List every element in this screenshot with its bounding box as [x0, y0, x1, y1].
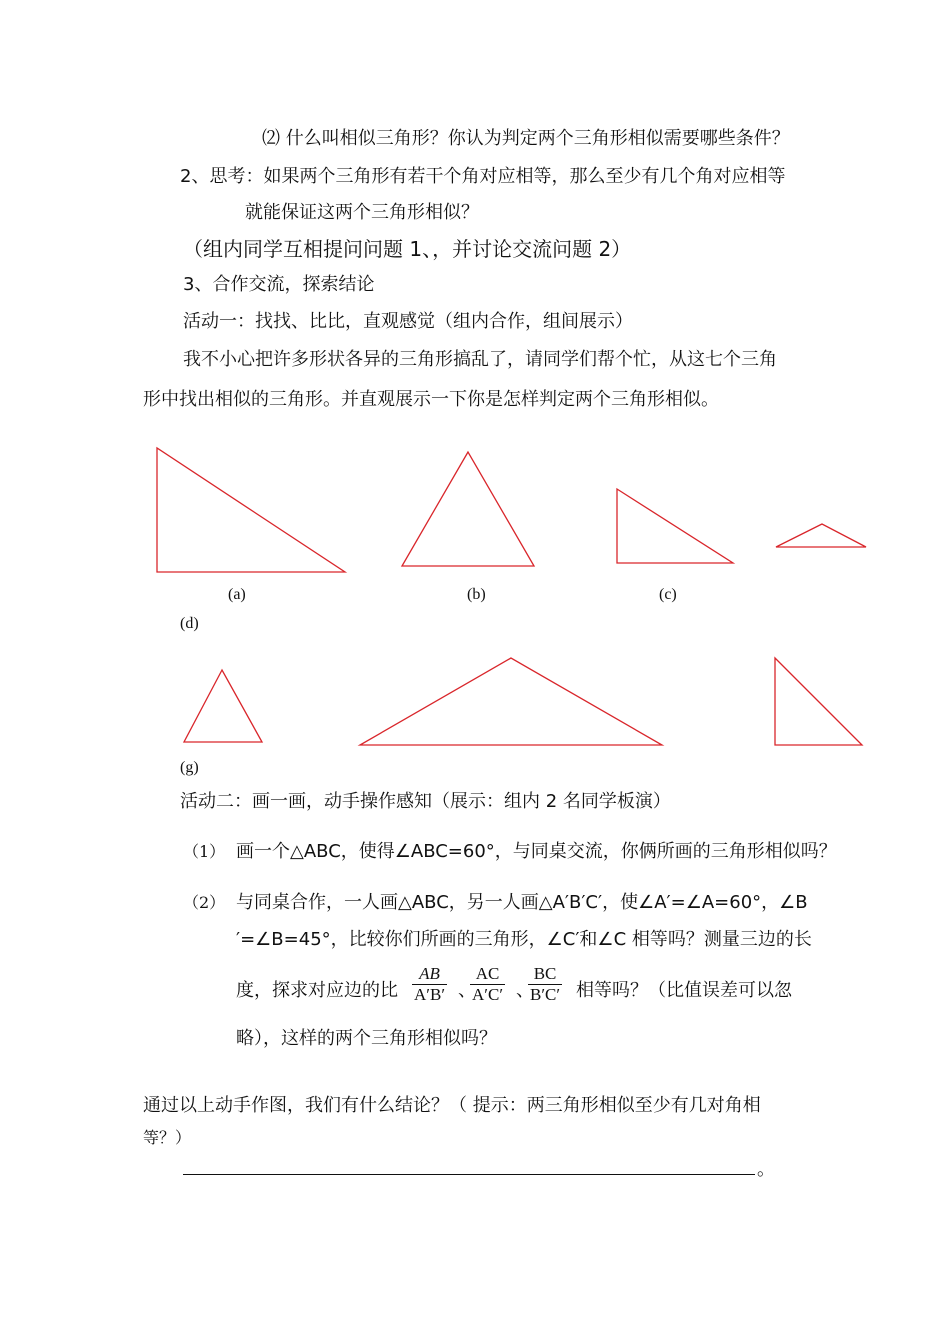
item-1-number: （1）: [183, 842, 226, 861]
fraction-separator-1: 、: [458, 980, 476, 1001]
paragraph-line-1: 我不小心把许多形状各异的三角形搞乱了，请同学们帮个忙，从这七个三角: [183, 349, 777, 370]
activity-1-heading: 活动一：找找、比比，直观感觉（组内合作，组间展示）: [183, 311, 633, 332]
item-2-number: （2）: [183, 893, 226, 912]
question-2-line-2: 就能保证这两个三角形相似？: [245, 202, 479, 223]
answer-blank-line: [183, 1174, 755, 1175]
question-2-line-1: 2、思考：如果两个三角形有若干个角对应相等，那么至少有几个角对应相等: [180, 166, 786, 187]
triangle-group: [157, 448, 866, 745]
fraction-bc-numerator: BC: [533, 964, 557, 983]
label-a: (a): [228, 586, 246, 603]
fraction-ab: [412, 964, 447, 1005]
fraction-ab-denominator: A′B′: [414, 985, 446, 1004]
label-b: (b): [467, 586, 486, 603]
item-2-line-3-end: 相等吗？（比值误差可以忽: [576, 980, 792, 1001]
item-2-line-3-start: 度，探求对应边的比: [236, 980, 398, 1001]
fraction-ac-numerator: AC: [475, 964, 500, 983]
item-2-line-2: ′=∠B=45°，比较你们所画的三角形，∠C′和∠C 相等吗？测量三边的长: [236, 929, 812, 950]
activity-2-heading: 活动二：画一画，动手操作感知（展示：组内 2 名同学板演）: [180, 791, 671, 812]
fraction-ac-denominator: A′C′: [472, 985, 504, 1004]
label-c: (c): [659, 586, 677, 603]
fraction-ac: [470, 964, 505, 1005]
triangle-b: [402, 452, 534, 566]
triangle-e: [184, 670, 262, 742]
triangle-d: [776, 524, 866, 547]
conclusion-line-1: 通过以上动手作图，我们有什么结论？（ 提示：两三角形相似至少有几对角相: [143, 1095, 761, 1116]
triangle-c: [617, 489, 733, 563]
label-g: (g): [180, 759, 199, 776]
paragraph-line-2: 形中找出相似的三角形。并直观展示一下你是怎样判定两个三角形相似。: [143, 389, 719, 410]
item-2-line-1: 与同桌合作，一人画△ABC，另一人画△A′B′C′，使∠A′=∠A=60°，∠B: [236, 892, 808, 913]
item-1-text: 画一个△ABC，使得∠ABC=60°，与同桌交流，你俩所画的三角形相似吗？: [236, 841, 837, 862]
fraction-bc: [528, 964, 562, 1005]
discussion-note: （组内同学互相提问问题 1、，并讨论交流问题 2）: [183, 237, 632, 261]
triangle-a: [157, 448, 345, 572]
triangle-g: [775, 658, 862, 745]
fraction-separator-2: 、: [516, 980, 534, 1001]
question-1-2: ⑵ 什么叫相似三角形？你认为判定两个三角形相似需要哪些条件？: [262, 128, 790, 149]
conclusion-line-2: 等？）: [143, 1128, 192, 1147]
fraction-bc-denominator: B′C′: [530, 985, 561, 1004]
section-3-heading: 3、合作交流，探索结论: [183, 274, 375, 295]
triangle-f: [360, 658, 662, 745]
fraction-ab-numerator: AB: [419, 964, 440, 983]
item-2-line-4: 略），这样的两个三角形相似吗？: [236, 1028, 497, 1049]
label-d: (d): [180, 615, 199, 632]
end-period: 。: [757, 1159, 775, 1180]
